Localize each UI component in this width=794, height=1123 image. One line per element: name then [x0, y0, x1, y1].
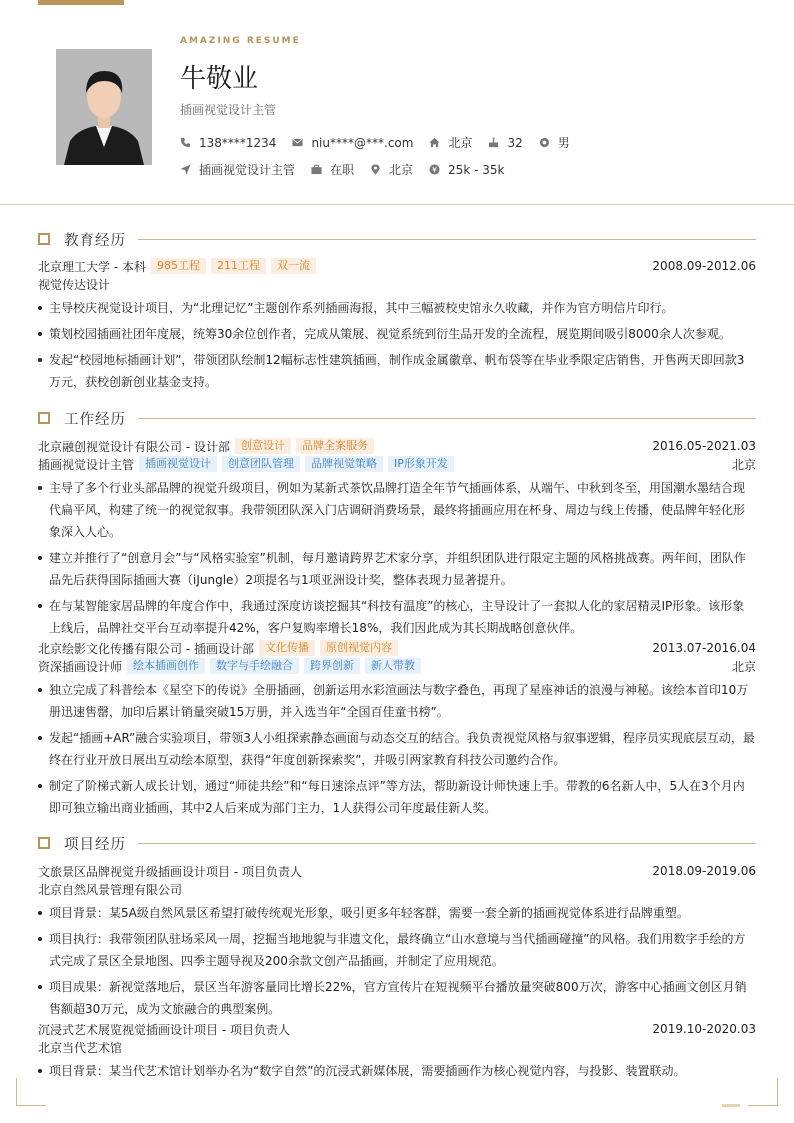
project-entry — [38, 862, 756, 1020]
work-entry — [38, 437, 756, 639]
section-divider — [138, 843, 756, 844]
cake-icon — [488, 137, 499, 148]
role-tag: 绘本插画创作 — [127, 658, 205, 674]
project-bullets — [38, 1060, 756, 1082]
section-marker-icon — [38, 233, 50, 245]
work-bullets — [38, 477, 756, 639]
education-period: 2008.09-2012.06 — [652, 259, 756, 273]
send-icon — [180, 164, 191, 175]
education-header-row — [38, 257, 756, 275]
phone-text: 138****1234 — [199, 135, 277, 150]
candidate-title: 插画视觉设计主管 — [180, 103, 277, 117]
work-location: 北京 — [731, 659, 756, 674]
section-divider — [138, 239, 756, 240]
bullet-item: 策划校园插画社团年度展，统筹30余位创作者，完成从策展、视觉系统到衍生品开发的全流程，展览期间吸引8000余人次参观。 — [38, 323, 756, 345]
briefcase-icon — [311, 164, 322, 175]
page-corner-decoration — [16, 1078, 46, 1106]
job-status-text: 在职 — [330, 163, 355, 177]
work-company-row — [38, 437, 756, 455]
section-heading: 教育经历 — [64, 232, 126, 249]
contact-info-row — [180, 134, 586, 151]
work-bullets — [38, 679, 756, 819]
project-org: 北京当代艺术馆 — [38, 1040, 123, 1055]
section-title-education — [38, 229, 756, 249]
bullet-item: 项目执行：我带领团队驻场采风一周，挖掘当地地貌与非遗文化，最终确立“山水意境与当代插画碰撞”的风格。我们用数字手绘的方式完成了景区全景地图、四季主题导视及200余款文创产品插画，并制定了应用规范。 — [38, 928, 756, 972]
education-major-row — [38, 275, 756, 293]
project-org: 北京自然风景管理有限公司 — [38, 882, 183, 897]
target-city-info — [370, 161, 413, 178]
city-text: 北京 — [448, 136, 473, 150]
salary-icon — [429, 164, 440, 175]
company-name: 北京绘影文化传播有限公司 - 插画设计部 — [38, 641, 254, 656]
target-position-info — [180, 161, 295, 178]
project-org-row — [38, 1038, 756, 1056]
section-title-work — [38, 408, 756, 428]
company-tag: 品牌全案服务 — [296, 438, 374, 454]
bullet-item: 独立完成了科普绘本《星空下的传说》全册插画，创新运用水彩渲画法与数字叠色，再现了星座神话的浪漫与神秘。该绘本首印10万册迅速售罄，加印后累计销量突破15万册，并入选当年“全国百佳童书榜”。 — [38, 679, 756, 723]
education-bullets — [38, 297, 756, 393]
city-info — [429, 134, 472, 151]
target-city-text: 北京 — [389, 163, 414, 177]
project-title-row — [38, 862, 756, 880]
work-location: 北京 — [731, 457, 756, 472]
work-company-row — [38, 639, 756, 657]
section-marker-icon — [38, 412, 50, 424]
home-icon — [429, 137, 440, 148]
work-period: 2013.07-2016.04 — [652, 641, 756, 655]
project-org-row — [38, 880, 756, 898]
company-tag: 创意设计 — [235, 438, 291, 454]
brand-label: AMAZING RESUME — [180, 36, 301, 46]
role-name: 资深插画设计师 — [38, 659, 123, 674]
role-name: 插画视觉设计主管 — [38, 457, 135, 472]
age-text: 32 — [507, 135, 523, 150]
school-tag: 双一流 — [271, 258, 316, 274]
section-title-projects — [38, 833, 756, 853]
work-period: 2016.05-2021.03 — [652, 439, 756, 453]
project-bullets — [38, 902, 756, 1020]
page-corner-decoration — [748, 1078, 778, 1106]
bullet-item: 主导了多个行业头部品牌的视觉升级项目，例如为某新式茶饮品牌打造全年节气插画体系，从端午、中秋到冬至，用国潮水墨结合现代扁平风，构建了统一的视觉叙事。我带领团队深入门店调研消费场景，最终将插画应用在杯身、周边与线上传播，使品牌年轻化形象深入人心。 — [38, 477, 756, 543]
portrait-image — [56, 49, 152, 165]
email-info — [292, 136, 413, 150]
bullet-item: 项目背景：某当代艺术馆计划举办名为“数字自然”的沉浸式新媒体展，需要插画作为核心视觉内容，与投影、装置联动。 — [38, 1060, 756, 1082]
gender-info — [539, 134, 570, 151]
section-heading: 项目经历 — [64, 836, 126, 853]
role-tag: 数字与手绘融合 — [210, 658, 299, 674]
salary-info — [429, 163, 504, 177]
project-period: 2019.10-2020.03 — [652, 1022, 756, 1036]
phone-icon — [180, 137, 191, 148]
role-tag: 品牌视觉策略 — [305, 456, 383, 472]
age-info — [488, 136, 522, 150]
job-status-info — [311, 161, 354, 178]
company-name: 北京融创视觉设计有限公司 - 设计部 — [38, 439, 230, 454]
gender-icon — [539, 137, 550, 148]
project-period: 2018.09-2019.06 — [652, 864, 756, 878]
section-marker-icon — [38, 837, 50, 849]
location-icon — [370, 164, 381, 175]
school-tag: 985工程 — [151, 258, 206, 274]
role-tag: 插画视觉设计 — [139, 456, 217, 472]
project-title: 文旅景区品牌视觉升级插画设计项目 - 项目负责人 — [38, 864, 302, 879]
school-name: 北京理工大学 - 本科 — [38, 259, 146, 274]
phone-info — [180, 136, 276, 150]
gender-text: 男 — [557, 136, 570, 150]
mail-icon — [292, 137, 303, 148]
email-text: niu****@***.com — [311, 135, 414, 150]
role-tag: 创意团队管理 — [222, 456, 300, 472]
bullet-item: 发起“插画+AR”融合实验项目，带领3人小组探索静态画面与动态交互的结合。我负责视觉风格与叙事逻辑，程序员实现底层互动，最终在行业开放日展出互动绘本原型，获得“年度创新探索奖”，并吸引两家教育科技公司邀约合作。 — [38, 727, 756, 771]
work-role-row — [38, 657, 756, 675]
candidate-name: 牛敬业 — [180, 64, 259, 94]
salary-text: 25k - 35k — [448, 162, 505, 177]
resume-header — [0, 0, 794, 205]
footer-accent-bar — [722, 1104, 740, 1107]
role-tag: 跨界创新 — [304, 658, 360, 674]
role-tag: 新人带教 — [365, 658, 421, 674]
bullet-item: 在与某智能家居品牌的年度合作中，我通过深度访谈挖掘其“科技有温度”的核心，主导设计了一套拟人化的家居精灵IP形象。该形象上线后，品牌社交平台互动率提升42%，客户复购率增长18%，我们因此成为其长期战略创意伙伴。 — [38, 595, 756, 639]
bullet-item: 主导校庆视觉设计项目，为“北理记忆”主题创作系列插画海报，其中三幅被校史馆永久收藏，并作为官方明信片印行。 — [38, 297, 756, 319]
bullet-item: 制定了阶梯式新人成长计划，通过“师徒共绘”和“每日速涂点评”等方法，帮助新设计师快速上手。带教的6名新人中，5人在3个月内即可独立输出商业插画，其中2人后来成为部门主力，1人获得公司年度最佳新人奖。 — [38, 775, 756, 819]
target-position-text: 插画视觉设计主管 — [199, 163, 296, 177]
project-entry — [38, 1020, 756, 1082]
bullet-item: 项目成果：新视觉落地后，景区当年游客量同比增长22%，官方宣传片在短视频平台播放量突破800万次，游客中心插画文创区月销售额超30万元，成为文旅融合的典型案例。 — [38, 976, 756, 1020]
bullet-item: 发起“校园地标插画计划”，带领团队绘制12幅标志性建筑插画，制作成金属徽章、帆布袋等在毕业季限定店销售，开售两天即回款3万元，获校创新创业基金支持。 — [38, 349, 756, 393]
project-title: 沉浸式艺术展览视觉插画设计项目 - 项目负责人 — [38, 1022, 290, 1037]
school-tag: 211工程 — [211, 258, 266, 274]
role-tag: IP形象开发 — [388, 456, 454, 472]
education-entry — [38, 257, 756, 393]
major-name: 视觉传达设计 — [38, 277, 111, 292]
bullet-item: 建立并推行了“创意月会”与“风格实验室”机制，每月邀请跨界艺术家分享，并组织团队进行限定主题的风格挑战赛。两年间，团队作品先后获得国际插画大赛（iJungle）2项提名与1项亚洲设计奖，整体表现力显著提升。 — [38, 547, 756, 591]
company-tag: 原创视觉内容 — [320, 640, 398, 656]
work-role-row — [38, 455, 756, 473]
work-entry — [38, 639, 756, 819]
section-heading: 工作经历 — [64, 411, 126, 428]
section-divider — [138, 418, 756, 419]
job-info-row — [180, 161, 520, 178]
bullet-item: 项目背景：某5A级自然风景区希望打破传统观光形象，吸引更多年轻客群，需要一套全新的插画视觉体系进行品牌重塑。 — [38, 902, 756, 924]
project-title-row — [38, 1020, 756, 1038]
avatar — [56, 49, 152, 165]
company-tag: 文化传播 — [259, 640, 315, 656]
